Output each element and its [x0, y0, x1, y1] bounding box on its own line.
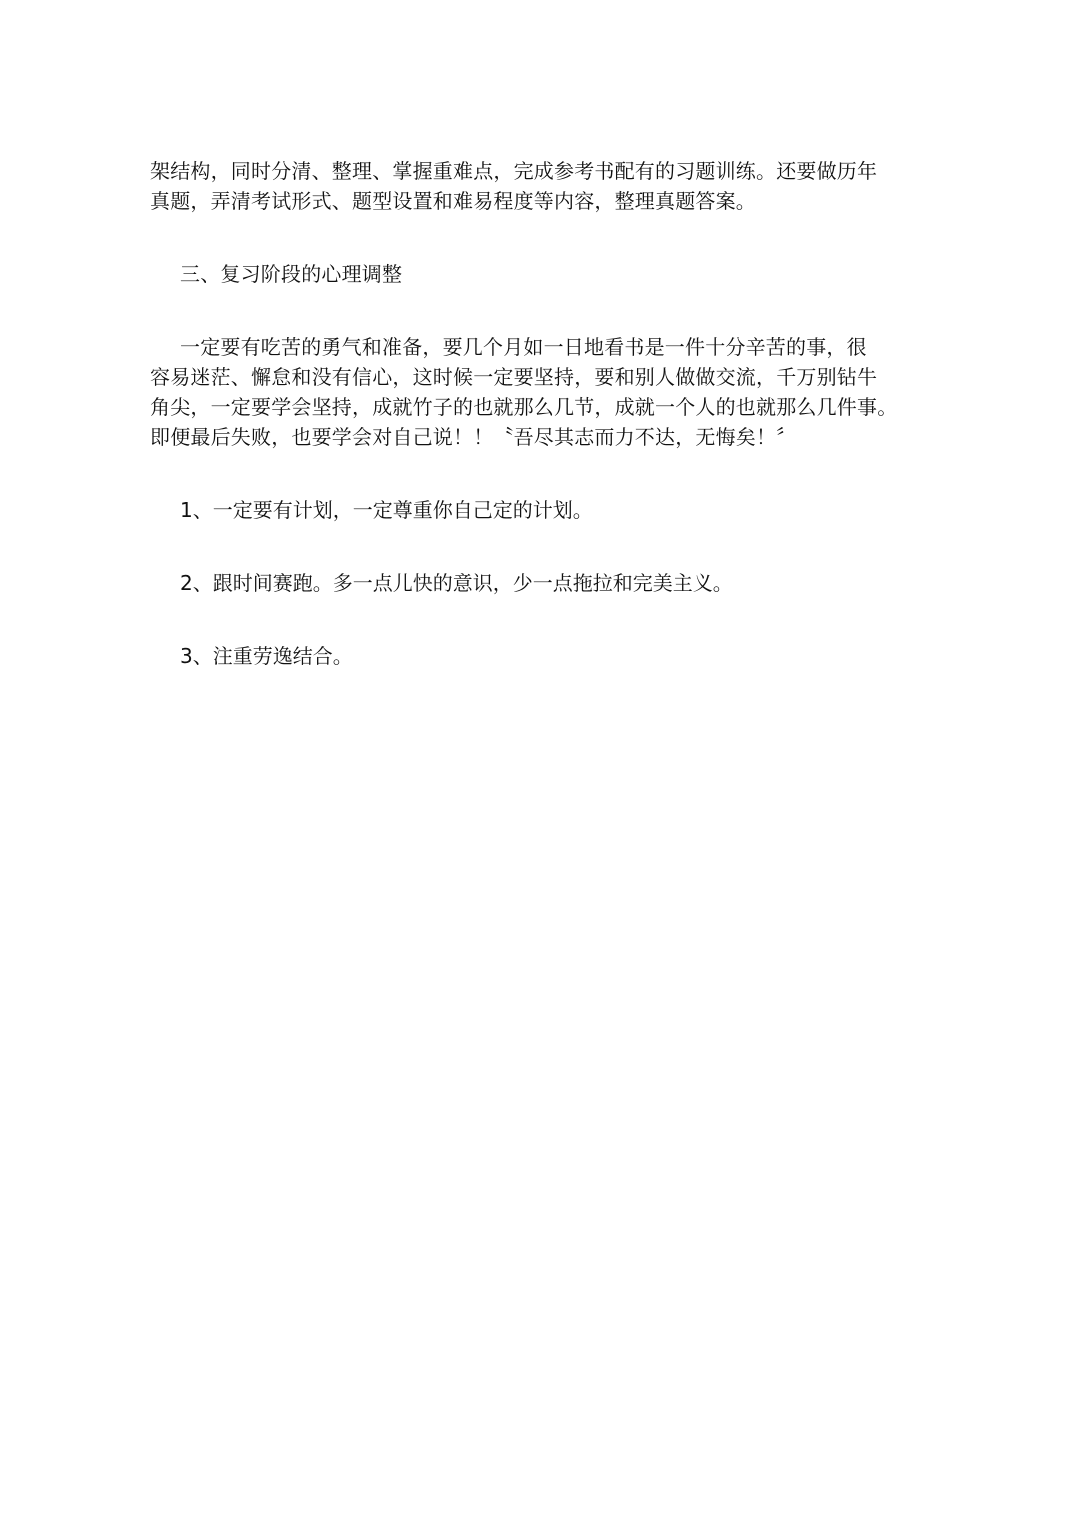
spacer [150, 452, 930, 495]
paragraph-line: 即便最后失败，也要学会对自己说！！〝吾尽其志而力不达，无悔矣！〞 [150, 425, 797, 449]
list-item [150, 495, 930, 525]
heading-text: 三、复习阶段的心理调整 [180, 262, 403, 286]
paragraph-perseverance [150, 332, 930, 452]
document-body [150, 156, 930, 671]
list-item [150, 568, 930, 598]
paragraph-line: 容易迷茫、懈怠和没有信心，这时候一定要坚持，要和别人做做交流，千万别钻牛 [150, 365, 878, 389]
paragraph-study-materials [150, 156, 930, 216]
spacer [150, 216, 930, 259]
spacer [150, 525, 930, 568]
spacer [150, 598, 930, 641]
paragraph-line: 架结构，同时分清、整理、掌握重难点，完成参考书配有的习题训练。还要做历年 [150, 159, 878, 183]
list-item-text: 、一定要有计划，一定尊重你自己定的计划。 [192, 498, 593, 522]
paragraph-line: 真题，弄清考试形式、题型设置和难易程度等内容，整理真题答案。 [150, 189, 756, 213]
paragraph-line: 角尖，一定要学会坚持，成就竹子的也就那么几节，成就一个人的也就那么几件事。 [150, 395, 898, 419]
list-item-number: 1 [180, 498, 193, 522]
list-item-text: 、跟时间赛跑。多一点儿快的意识，少一点拖拉和完美主义。 [192, 571, 733, 595]
list-item [150, 641, 930, 671]
list-item-text: 、注重劳逸结合。 [192, 644, 353, 668]
list-item-number: 2 [180, 571, 193, 595]
list-item-number: 3 [180, 644, 193, 668]
spacer [150, 289, 930, 332]
section-heading-psychology [150, 259, 930, 289]
paragraph-line: 一定要有吃苦的勇气和准备，要几个月如一日地看书是一件十分辛苦的事，很 [180, 335, 867, 359]
